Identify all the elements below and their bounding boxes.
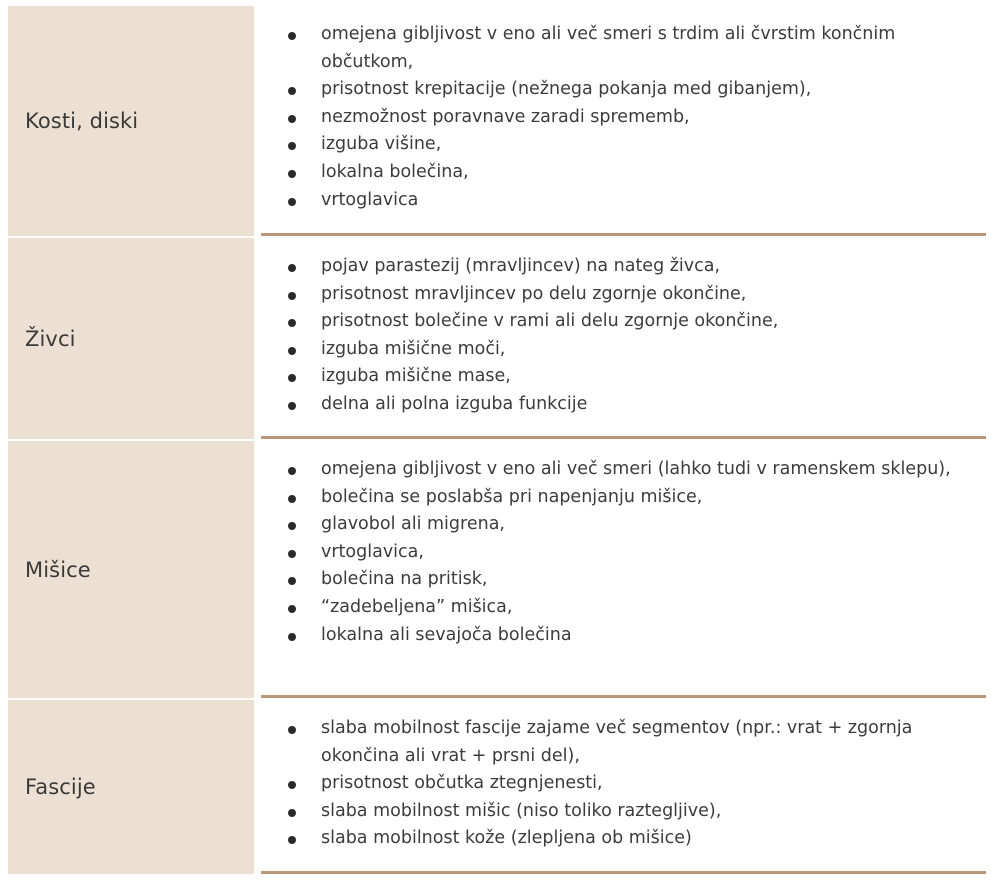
symptom-table — [8, 6, 986, 874]
row-label: Mišice — [8, 439, 254, 698]
list-item: izguba mišične moči, — [297, 336, 966, 364]
row-label: Živci — [8, 236, 254, 439]
list-item: vrtoglavica, — [297, 539, 966, 567]
column-gap — [254, 439, 261, 698]
list-item: prisotnost mravljincev po delu zgornje okončine, — [297, 281, 966, 309]
list-item: omejena gibljivost v eno ali več smeri s trdim ali čvrstim končnim občutkom, — [297, 21, 966, 76]
list-item: lokalna bolečina, — [297, 159, 966, 187]
list-item: bolečina se poslabša pri napenjanju mišice, — [297, 484, 966, 512]
column-gap — [254, 236, 261, 439]
row-label: Kosti, diski — [8, 6, 254, 236]
table-row-misice — [8, 439, 986, 698]
list-item: izguba mišične mase, — [297, 363, 966, 391]
list-item: pojav parastezij (mravljincev) na nateg živca, — [297, 253, 966, 281]
column-gap — [254, 698, 261, 874]
symptom-list — [297, 456, 966, 649]
table-row-zivci — [8, 236, 986, 439]
row-content — [261, 236, 986, 439]
row-content — [261, 6, 986, 236]
list-item: vrtoglavica — [297, 187, 966, 215]
row-content — [261, 439, 986, 698]
column-gap — [254, 6, 261, 236]
list-item: izguba višine, — [297, 131, 966, 159]
symptom-list — [297, 253, 966, 419]
list-item: slaba mobilnost fascije zajame več segmentov (npr.: vrat + zgornja okončina ali vrat + prsni del), — [297, 715, 966, 770]
list-item: slaba mobilnost mišic (niso toliko raztegljive), — [297, 798, 966, 826]
list-item: lokalna ali sevajoča bolečina — [297, 622, 966, 650]
table-row-kosti-diski — [8, 6, 986, 236]
list-item: slaba mobilnost kože (zlepljena ob mišice) — [297, 825, 966, 853]
list-item: prisotnost krepitacije (nežnega pokanja med gibanjem), — [297, 76, 966, 104]
list-item: “zadebeljena” mišica, — [297, 594, 966, 622]
list-item: delna ali polna izguba funkcije — [297, 391, 966, 419]
row-label: Fascije — [8, 698, 254, 874]
list-item: prisotnost občutka ztegnjenesti, — [297, 770, 966, 798]
list-item: omejena gibljivost v eno ali več smeri (lahko tudi v ramenskem sklepu), — [297, 456, 966, 484]
list-item: bolečina na pritisk, — [297, 566, 966, 594]
list-item: nezmožnost poravnave zaradi sprememb, — [297, 104, 966, 132]
list-item: glavobol ali migrena, — [297, 511, 966, 539]
row-content — [261, 698, 986, 874]
symptom-list — [297, 21, 966, 214]
list-item: prisotnost bolečine v rami ali delu zgornje okončine, — [297, 308, 966, 336]
table-row-fascije — [8, 698, 986, 874]
symptom-list — [297, 715, 966, 853]
